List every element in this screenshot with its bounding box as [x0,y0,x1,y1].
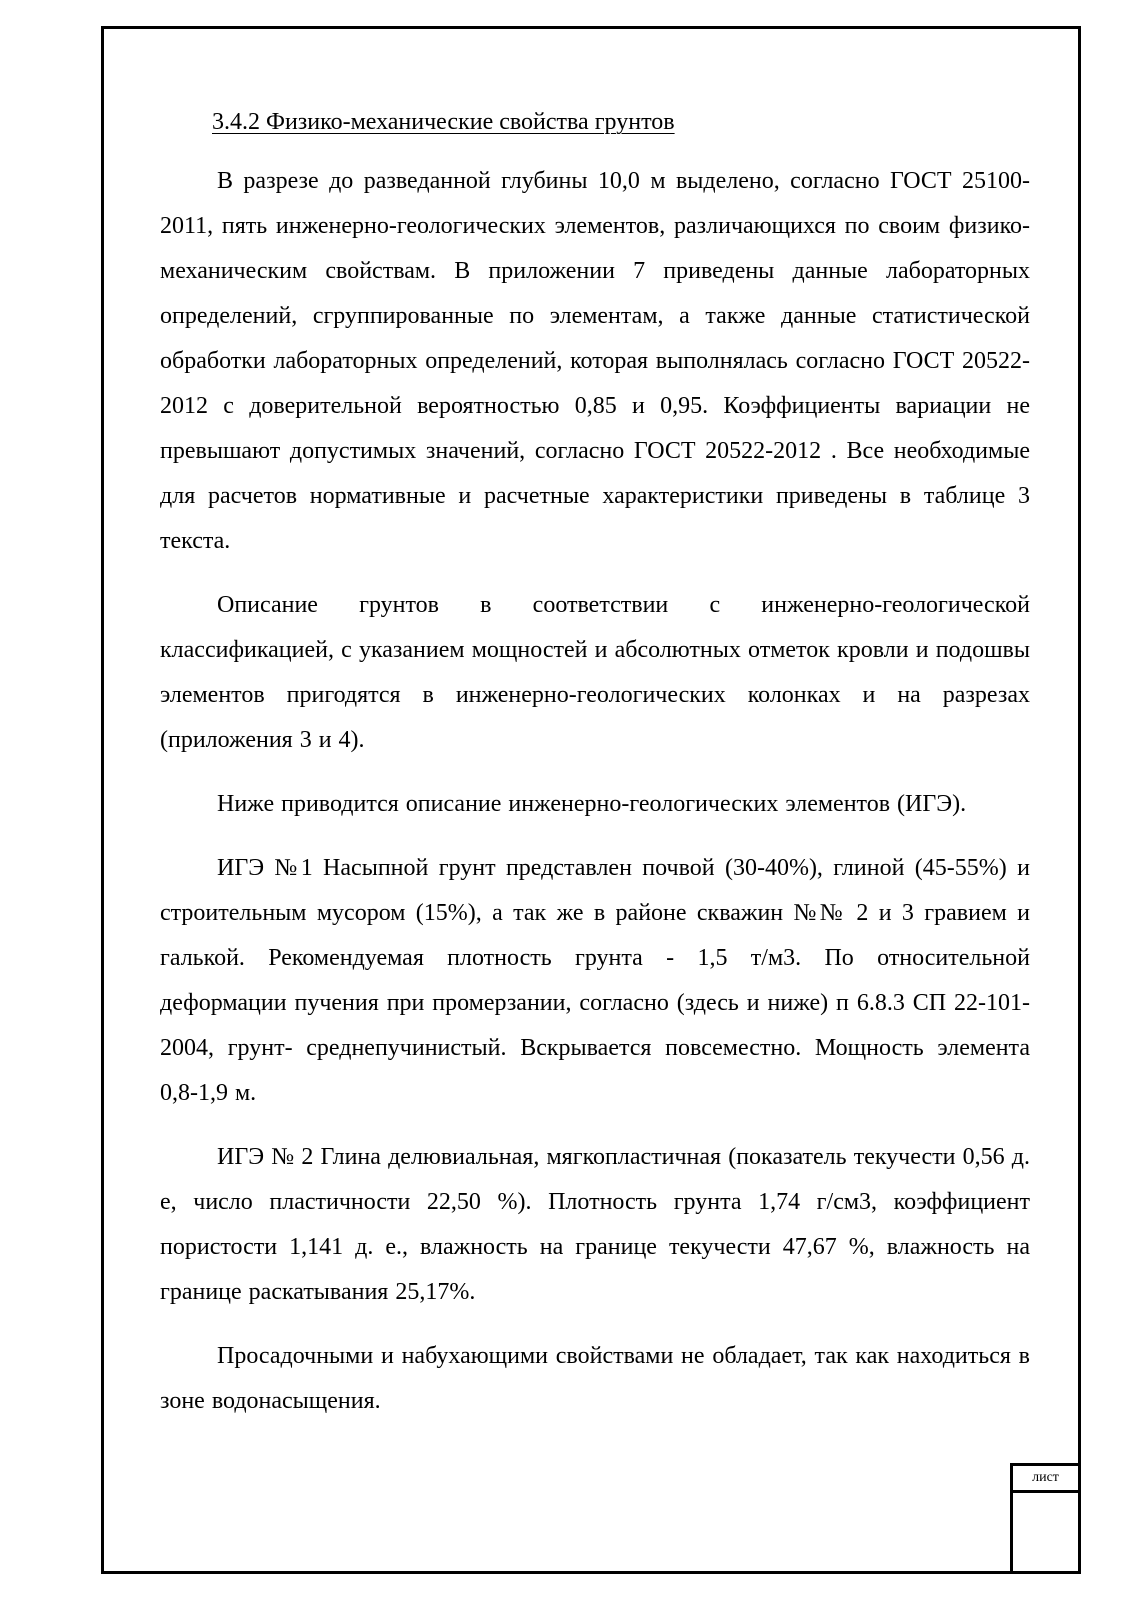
paragraph-ige-1: ИГЭ №1 Насыпной грунт представлен почвой (30-40%), глиной (45-55%) и строительным мусором (15%), а так же в районе скважин №№ 2 и 3 гравием и галькой. Рекомендуемая плотность грунта - 1,5 т/м3. По относительной деформации пучения при промерзании, согласно (здесь и ниже) п 6.8.3 СП 22-101-2004, грунт- среднепучинистый. Вскрывается повсеместно. Мощность элемента 0,8-1,9 м. [160,855,1030,1106]
paragraph-ige-2: ИГЭ № 2 Глина делювиальная, мягкопластичная (показатель текучести 0,56 д. е, число пластичности 22,50 %). Плотность грунта 1,74 г/см3, коэффициент пористости 1,141 д. е., влажность на границе текучести 47,67 %, влажность на границе раскатывания 25,17%. [160,1144,1030,1305]
paragraph-soil-description: Описание грунтов в соответствии с инженерно-геологической классификацией, с указанием мощностей и абсолютных отметок кровли и подошвы элементов пригодятся в инженерно-геологических колонках и на разрезах (приложения 3 и 4). [160,592,1030,753]
document-body [160,100,1030,1443]
sheet-label: лист [1013,1466,1078,1493]
section-heading: 3.4.2 Физико-механические свойства грунтов [212,109,675,135]
paragraph-properties: Просадочными и набухающими свойствами не обладает, так как находиться в зоне водонасыщения. [160,1343,1030,1414]
sheet-stamp [1010,1463,1078,1571]
paragraph-ige-intro: Ниже приводится описание инженерно-геологических элементов (ИГЭ). [217,791,967,817]
paragraph-ige-overview: В разрезе до разведанной глубины 10,0 м выделено, согласно ГОСТ 25100-2011, пять инженерно-геологических элементов, различающихся по своим физико-механическим свойствам. В приложении 7 приведены данные лабораторных определений, сгруппированные по элементам, а также данные статистической обработки лабораторных определений, которая выполнялась согласно ГОСТ 20522-2012 с доверительной вероятностью 0,85 и 0,95. Коэффициенты вариации не превышают допустимых значений, согласно ГОСТ 20522-2012 . Все необходимые для расчетов нормативные и расчетные характеристики приведены в таблице 3 текста. [160,168,1030,554]
